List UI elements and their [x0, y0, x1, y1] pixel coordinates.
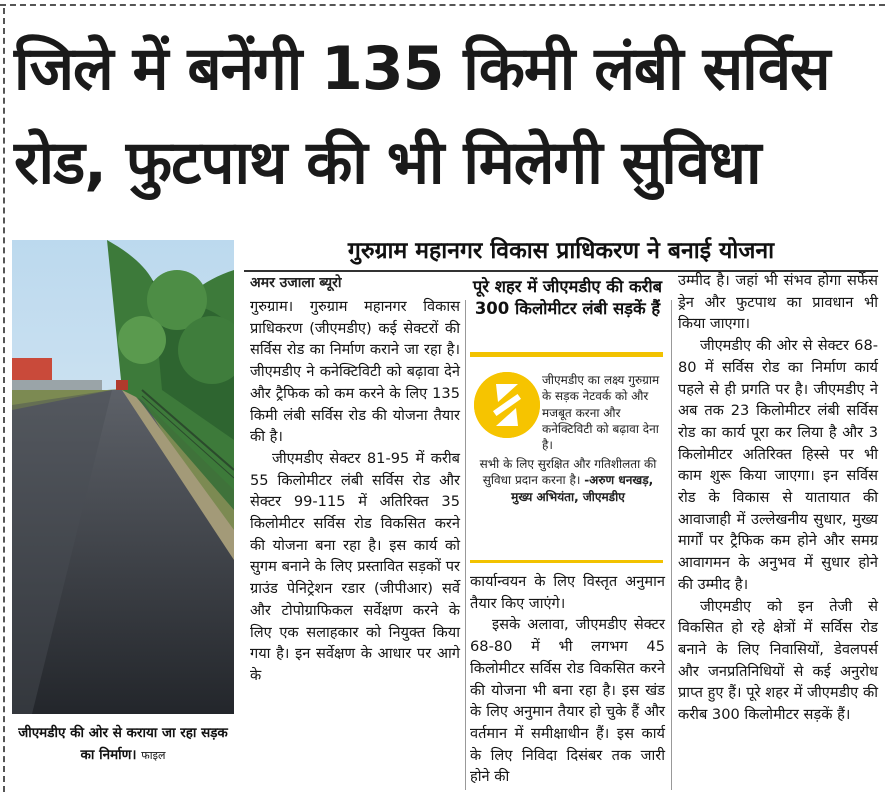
pullquote-bottom-rule [470, 560, 663, 563]
photo-caption [12, 722, 234, 767]
article-column-1 [250, 296, 460, 687]
caption-text: जीएमडीए की ओर से कराया जा रहा सड़क का निर्माण। [18, 725, 228, 763]
cut-line-top [0, 4, 885, 6]
headline-line-1: जिले में बनेंगी 135 किमी लंबी सर्विस [14, 34, 830, 104]
gmda-logo-icon [474, 372, 540, 438]
pullquote-text-2 [474, 456, 662, 505]
article-column-2 [470, 571, 665, 788]
photo-credit: फाइल [141, 749, 166, 762]
paragraph: कार्यान्वयन के लिए विस्तृत अनुमान तैयार किए जाएंगे। [470, 573, 665, 612]
byline: अमर उजाला ब्यूरो [250, 275, 342, 291]
pullquote-attribution: -अरुण धनखड़, मुख्य अभियंता, जीएमडीए [511, 473, 654, 504]
paragraph: गुरुग्राम। गुरुग्राम महानगर विकास प्राधिकरण (जीएमडीए) कई सेक्टरों की सर्विस रोड का निर्माण कराने जा रहा है। जीएमडीए ने कनेक्टिविटी को बढ़ावा देने और ट्रैफिक को कम करने के लिए 135 किमी लंबी सर्विस रोड की योजना तैयार की है। [250, 298, 460, 446]
cut-line-left [3, 8, 5, 792]
paragraph: जीएमडीए सेक्टर 81-95 में करीब 55 किलोमीटर लंबी सर्विस रोड और सेक्टर 99-115 में अतिरिक्त 35 किलोमीटर सर्विस रोड विकसित करने की योजना बना रहा है। इस कार्य को सुगम बनाने के लिए प्रस्तावित सड़कों पर ग्राउंड पेनिट्रेशन रडार (जीपीआर) सर्वे और टोपोग्राफिकल सर्वेक्षण करने के लिए एक सलाहकार को नियुक्त किया गया है। इन सर्वेक्षण के आधार पर आगे के [250, 449, 460, 684]
subheadline: गुरुग्राम महानगर विकास प्राधिकरण ने बनाई योजना [244, 236, 878, 272]
road-construction-photo [12, 240, 234, 714]
paragraph: इसके अलावा, जीएमडीए सेक्टर 68-80 में भी लगभग 45 किलोमीटर सर्विस रोड विकसित करने की योजना भी बना रहा है। इस खंड के लिए अनुमान तैयार हो चुके हैं और वर्तमान में समीक्षाधीन हैं। इस कार्य के लिए निविदा दिसंबर तक जारी होने की [470, 616, 665, 786]
headline [14, 22, 874, 210]
headline-line-2: रोड, फुटपाथ की भी मिलेगी सुविधा [14, 128, 761, 198]
pullquote-rule [470, 352, 663, 357]
road-photo-illustration [12, 240, 234, 714]
paragraph: जीएमडीए को इन तेजी से विकसित हो रहे क्षेत्रों में सर्विस रोड बनाने के लिए निवासियों, डेवलपर्स और जनप्रतिनिधियों से कई अनुरोध प्राप्त हुए हैं। पूरे शहर में जीएमडीए की करीब 300 किलोमीटर सड़कें हैं। [678, 597, 878, 724]
pullquote-box [470, 364, 665, 552]
pullquote-title: पूरे शहर में जीएमडीए की करीब 300 किलोमीटर लंबी सड़कें हैं [472, 277, 663, 318]
column-rule-1 [465, 300, 466, 790]
paragraph: उम्मीद है। जहां भी संभव होगा सर्फेस ड्रेन और फुटपाथ का प्रावधान भी किया जाएगा। [678, 272, 878, 333]
pullquote-text-2-body: सभी के लिए सुरक्षित और गतिशीलता की सुविधा प्रदान करना है। [479, 457, 657, 488]
pullquote-text-1: जीएमडीए का लक्ष्य गुरुग्राम के सड़क नेटवर्क को और मजबूत करना और कनेक्टिविटी को बढ़ावा देना है। [542, 373, 660, 453]
paragraph: जीएमडीए की ओर से सेक्टर 68-80 में सर्विस रोड का निर्माण कार्य पहले से ही प्रगति पर है। जीएमडीए ने अब तक 23 किलोमीटर लंबी सर्विस रोड का कार्य पूरा कर लिया है और 3 किलोमीटर अतिरिक्त हिस्से पर भी काम शुरू किया जाएगा। इन सर्विस रोड के विकास से यातायात की आवाजाही में उल्लेखनीय सुधार, मुख्य मार्गों पर ट्रैफिक कम होने और समग्र आवागमन के अनुभव में सुधार होने की उम्मीद है। [678, 337, 878, 593]
article-column-3 [678, 270, 878, 726]
column-rule-2 [671, 300, 672, 790]
